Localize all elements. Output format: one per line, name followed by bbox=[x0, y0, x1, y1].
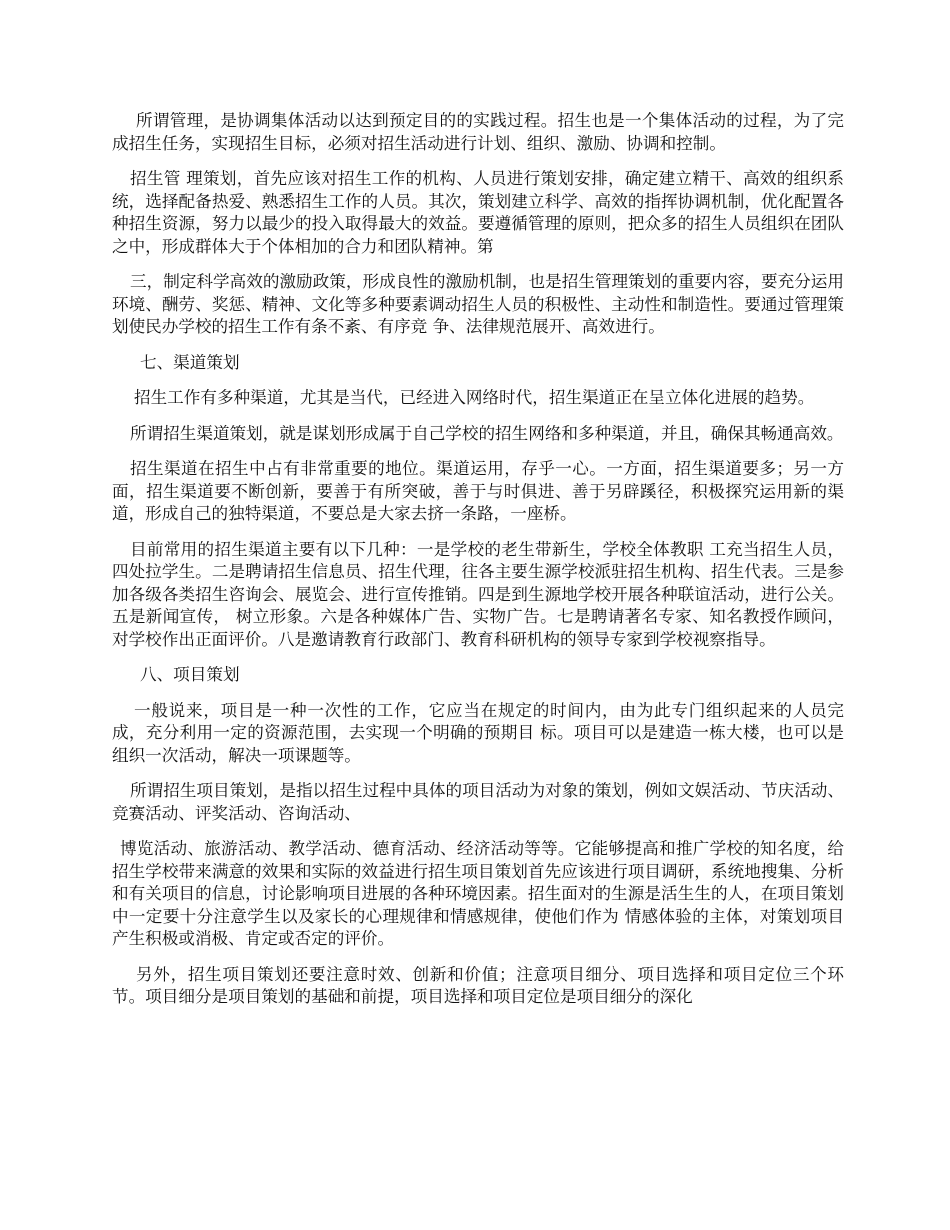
paragraph: 招生渠道在招生中占有非常重要的地位。渠道运用，存乎一心。一方面，招生渠道要多；另一方面，招生渠道要不断创新，要善于有所突破，善于与时俱进、善于另辟蹊径，积极探究运用新的渠道，形成自己的独特渠道，不要总是大家去挤一条路，一座桥。 bbox=[112, 459, 844, 523]
paragraph: 一般说来，项目是一种一次性的工作，它应当在规定的时间内，由为此专门组织起来的人员完成，充分利用一定的资源范围，去实现一个明确的预期目 标。项目可以是建造一栋大楼，也可以是组织一次活动，解决一项课题等。 bbox=[112, 700, 844, 765]
paragraph: 所谓招生项目策划，是指以招生过程中具体的项目活动为对象的策划，例如文娱活动、节庆活动、竞赛活动、评奖活动、咨询活动、 bbox=[112, 781, 844, 823]
document-body bbox=[112, 110, 844, 1022]
paragraph: 招生管 理策划，首先应该对招生工作的机构、人员进行策划安排，确定建立精干、高效的组织系统，选择配备热爱、熟悉招生工作的人员。其次，策划建立科学、高效的指挥协调机制，优化配置各种招生资源，努力以最少的投入取得最大的效益。要遵循管理的原则，把众多的招生人员组织在团队之中，形成群体大于个体相加的合力和团队精神。第 bbox=[112, 169, 844, 256]
section-heading: 七、渠道策划 bbox=[140, 352, 240, 372]
paragraph: 目前常用的招生渠道主要有以下几种：一是学校的老生带新生，学校全体教职 工充当招生人员，四处拉学生。二是聘请招生信息员、招生代理，往各主要生源学校派驻招生机构、招生代表。三是参加各级各类招生咨询会、展览会、进行宣传推销。四是到生源地学校开展各种联谊活动，进行公关。五是新闻宣传， 树立形象。六是各种媒体广告、实物广告。七是聘请著名专家、知名教授作顾问，对学校作出正面评价。八是邀请教育行政部门、教育科研机构的领导专家到学校视察指导。 bbox=[112, 539, 844, 649]
paragraph: 博览活动、旅游活动、教学活动、德育活动、经济活动等等。它能够提高和推广学校的知名度，给招生学校带来满意的效果和实际的效益进行招生项目策划首先应该进行项目调研，系统地搜集、分析和有关项目的信息，讨论影响项目进展的各种环境因素。招生面对的生源是活生生的人，在项目策划中一定要十分注意学生以及家长的心理规律和情感规律，使他们作为 情感体验的主体，对策划项目产生积极或消极、肯定或否定的评价。 bbox=[112, 839, 844, 948]
paragraph: 另外，招生项目策划还要注意时效、创新和价值；注意项目细分、项目选择和项目定位三个环节。项目细分是项目策划的基础和前提，项目选择和项目定位是项目细分的深化 bbox=[112, 964, 844, 1006]
paragraph: 招生工作有多种渠道，尤其是当代，已经进入网络时代，招生渠道正在呈立体化进展的趋势。 bbox=[134, 388, 815, 407]
paragraph: 三，制定科学高效的激励政策，形成良性的激励机制，也是招生管理策划的重要内容，要充分运用环境、酬劳、奖惩、精神、文化等多种要素调动招生人员的积极性、主动性和制造性。要通过管理策划使民办学校的招生工作有条不紊、有序竞 争、法律规范展开、高效进行。 bbox=[112, 272, 844, 336]
paragraph: 所谓管理，是协调集体活动以达到预定目的的实践过程。招生也是一个集体活动的过程，为了完成招生任务，实现招生目标，必须对招生活动进行计划、组织、激励、协调和控制。 bbox=[112, 111, 844, 153]
paragraph: 所谓招生渠道策划，就是谋划形成属于自己学校的招生网络和多种渠道，并且，确保其畅通高效。 bbox=[130, 423, 844, 443]
section-heading: 八、项目策划 bbox=[140, 665, 240, 684]
